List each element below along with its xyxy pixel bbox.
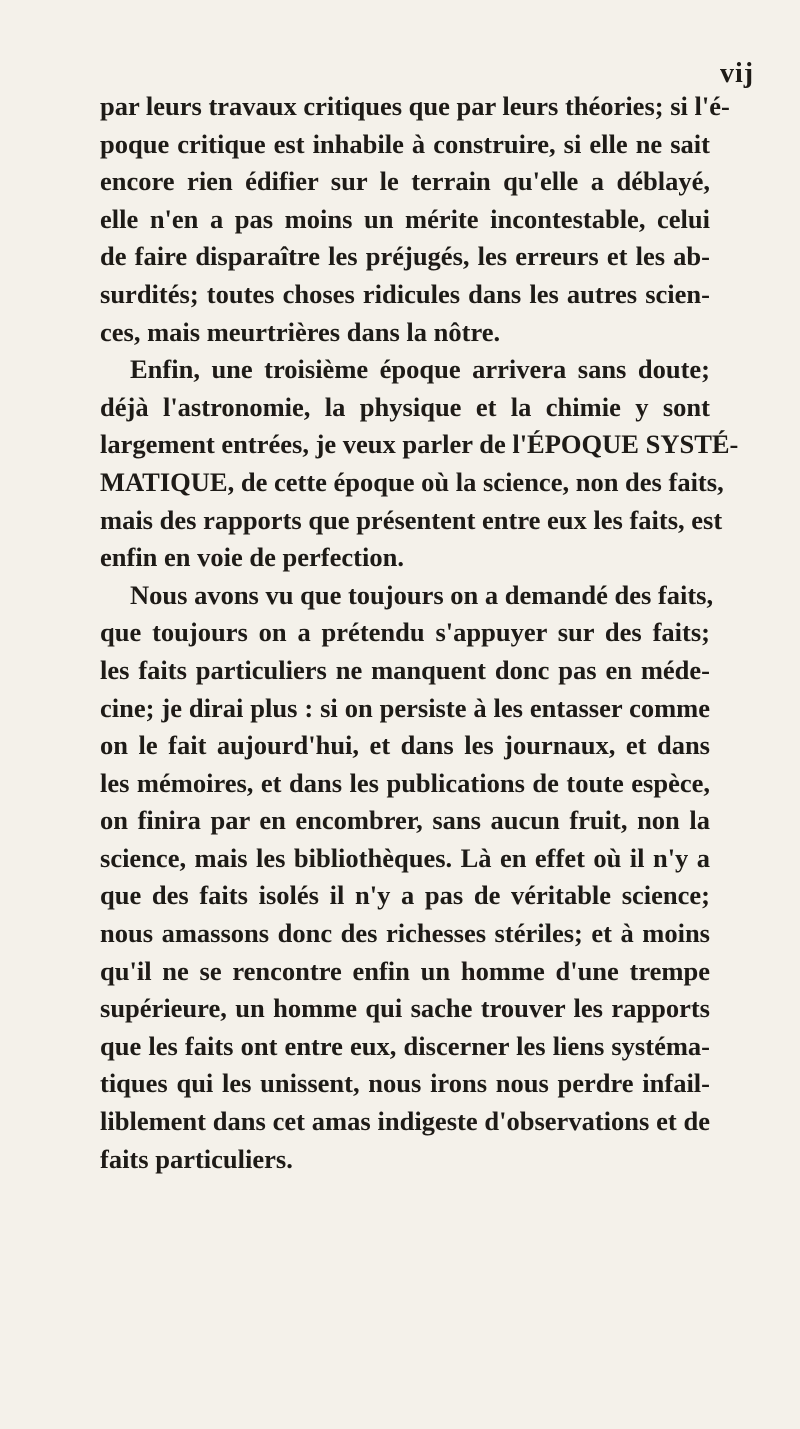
text-line: surdités; toutes choses ridicules dans les autres scien- xyxy=(100,278,710,309)
text-line: supérieure, un homme qui sache trouver les rapports xyxy=(100,993,710,1024)
text-line: on finira par en encombrer, sans aucun fruit, non la xyxy=(100,805,710,836)
body-text xyxy=(100,88,739,1178)
text-line: liblement dans cet amas indigeste d'observations et de xyxy=(100,1106,710,1137)
text-line: poque critique est inhabile à construire, si elle ne sait xyxy=(100,128,710,159)
text-line: enfin en voie de perfection. xyxy=(100,542,404,573)
text-line: tiques qui les unissent, nous irons nous perdre infail- xyxy=(100,1068,710,1099)
page-number: vij xyxy=(720,58,755,89)
paragraph-2 xyxy=(100,351,739,577)
text-line: Nous avons vu que toujours on a demandé des faits, xyxy=(130,579,714,610)
text-line: MATIQUE, de cette époque où la science, non des faits, xyxy=(100,466,724,497)
text-line: nous amassons donc des richesses stériles; et à moins xyxy=(100,918,710,949)
text-line: qu'il ne se rencontre enfin un homme d'une trempe xyxy=(100,955,710,986)
text-line: mais des rapports que présentent entre eux les faits, est xyxy=(100,504,723,535)
text-line: que des faits isolés il n'y a pas de véritable science; xyxy=(100,880,710,911)
paragraph-3 xyxy=(100,577,714,1179)
text-line: Enfin, une troisième époque arrivera sans doute; xyxy=(130,354,710,385)
text-line: que les faits ont entre eux, discerner les liens systéma- xyxy=(100,1030,710,1061)
text-line: science, mais les bibliothèques. Là en effet où il n'y a xyxy=(100,842,710,873)
text-line: par leurs travaux critiques que par leurs théories; si l'é- xyxy=(100,91,730,121)
text-line: déjà l'astronomie, la physique et la chimie y sont xyxy=(100,391,710,422)
text-line: on le fait aujourd'hui, et dans les journaux, et dans xyxy=(100,730,710,761)
text-line: que toujours on a prétendu s'appuyer sur des faits; xyxy=(100,617,710,648)
text-line: les faits particuliers ne manquent donc pas en méde- xyxy=(100,654,710,685)
text-line: encore rien édifier sur le terrain qu'elle a déblayé, xyxy=(100,166,710,197)
text-line: de faire disparaître les préjugés, les erreurs et les ab- xyxy=(100,241,710,272)
text-line: faits particuliers. xyxy=(100,1143,293,1174)
paragraph-1 xyxy=(100,88,730,351)
text-line: cine; je dirai plus : si on persiste à les entasser comme xyxy=(100,692,710,723)
text-line: elle n'en a pas moins un mérite incontestable, celui xyxy=(100,203,710,234)
text-line: ces, mais meurtrières dans la nôtre. xyxy=(100,316,501,347)
text-line: les mémoires, et dans les publications de toute espèce, xyxy=(100,767,710,798)
text-line: largement entrées, je veux parler de l'ÉPOQUE SYSTÉ- xyxy=(100,429,739,460)
